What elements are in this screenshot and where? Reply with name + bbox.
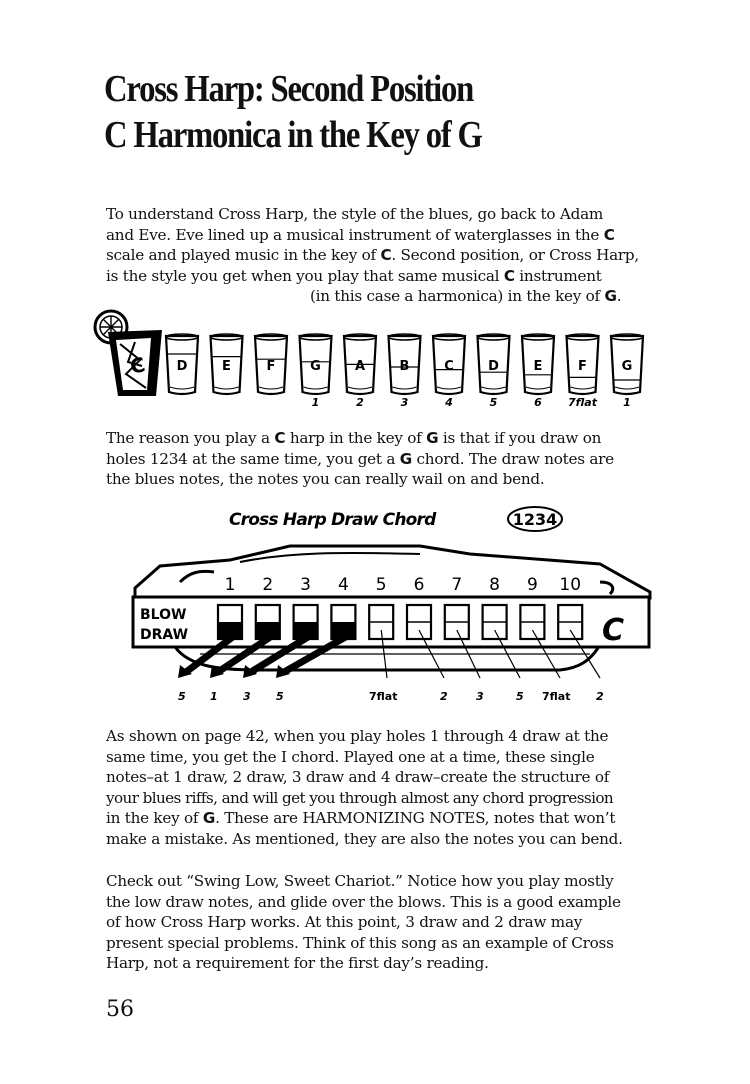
text: chord. The draw notes are [411,449,614,468]
draw-note-label: 5 [516,690,524,702]
draw-note-label: 3 [243,690,251,702]
harmonica-hole [558,575,582,639]
hole-number: 1 [224,575,236,595]
bold-key: C [380,246,392,265]
hole-number: 6 [413,575,425,595]
hole-number: 9 [526,575,538,595]
intro-line: To understand Cross Harp, the style of the blues, go back to Adam [106,205,604,223]
glass-note-label: A [354,359,366,374]
page-title [104,66,482,158]
glass-note-label: F [578,359,587,374]
glass-degree-label: 1 [311,396,320,409]
check-line: of how Cross Harp works. At this point, 3 draw and 2 draw may [106,913,583,932]
chord-caption-holes: 1234 [512,510,558,529]
hole-number: 5 [375,575,387,595]
water-glass [478,334,510,409]
draw-note-label: 5 [276,690,284,702]
text: harp in the key of [285,429,427,447]
water-glass [389,334,421,409]
bold-key: G [604,287,617,306]
text: . [616,287,622,306]
shown-line: your blues riffs, and will get you through almost any chord progression [106,788,614,807]
shown-line: same time, you get the I chord. Played one at a time, these single [106,747,595,766]
intro-line [106,225,639,246]
check-line: present special problems. Think of this song as an example of Cross [106,933,614,952]
glass-degree-label: 7flat [568,396,597,409]
reason-line: the blues notes, the notes you can really wail on and bend. [106,470,545,489]
water-glass [567,334,599,409]
draw-note-label: 2 [596,690,604,702]
big-glass-icon [95,311,162,396]
text: scale and played music in the key of [106,246,381,265]
draw-note-label: 7flat [369,690,398,702]
glass-degree-label: 4 [445,396,453,409]
draw-note-label: 7flat [542,690,571,702]
glass-note-label: E [533,359,543,374]
text: is that if you draw on [438,429,602,447]
text: (in this case a harmonica) in the key of [310,287,605,306]
waterglasses-illustration [0,300,750,410]
water-glass [166,334,198,394]
text: . These are HARMONIZING NOTES, notes that won’t [215,809,616,828]
glass-degree-label: 1 [623,396,631,409]
intro-paragraph [106,204,639,307]
glass-note-label: G [310,359,321,374]
big-glass-label: C [127,352,148,379]
glass-degree-label: 2 [356,396,364,409]
glass-note-label: C [444,359,454,374]
harmonica-key-label: C [602,613,625,648]
page-number: 56 [106,997,134,1022]
title-line-2: C Harmonica in the Key of G [104,114,482,156]
water-glass [611,334,643,409]
water-glass [255,334,287,394]
water-glass [522,334,554,409]
draw-label: DRAW [140,627,189,643]
blow-label: BLOW [140,607,187,623]
harmonica-diagram [0,502,750,702]
shown-line [106,808,623,829]
shown-line: As shown on page 42, when you play holes 1 through 4 draw at the [106,727,609,745]
hole-number: 8 [489,575,501,595]
bold-key: C [603,225,615,244]
text: is the style you get when you play that same musical [106,266,504,285]
check-line: the low draw notes, and glide over the blows. This is a good example [106,892,621,911]
glass-note-label: E [222,359,231,374]
text: instrument [514,266,602,285]
bold-key: C [503,266,515,285]
hole-number: 7 [451,575,463,595]
chord-caption-text: Cross Harp Draw Chord [229,510,436,530]
intro-line [106,245,639,266]
water-glass [300,334,332,409]
hole-number: 4 [337,575,349,595]
text: in the key of [106,809,203,828]
hole-number: 10 [559,575,582,595]
glass-note-label: D [488,359,499,374]
bold-key: G [399,449,412,468]
text: . Second position, or Cross Harp, [391,246,639,265]
glass-note-label: D [176,359,188,374]
glass-note-label: G [621,359,633,374]
water-glass [433,334,465,409]
title-line-1: Cross Harp: Second Position [104,68,474,110]
chord-caption [229,507,562,531]
check-paragraph [106,871,621,974]
shown-line: make a mistake. As mentioned, they are also the notes you can bend. [106,829,623,848]
glass-degree-label: 6 [534,396,542,409]
glass-note-label: B [399,359,410,374]
reason-line [106,428,614,449]
draw-note-label: 5 [178,690,186,702]
text: The reason you play a [106,429,275,447]
shown-paragraph [106,726,623,850]
check-line: Check out “Swing Low, Sweet Chariot.” Notice how you play mostly [106,872,614,890]
text: and Eve. Eve lined up a musical instrument of waterglasses in the [106,225,604,244]
reason-paragraph [106,428,614,490]
hole-number: 2 [262,575,274,595]
glass-note-label: F [266,359,276,374]
draw-note-label: 3 [476,690,484,702]
intro-line [106,266,639,287]
reason-line [106,449,614,470]
glass-degree-label: 3 [400,396,409,409]
bold-key: G [202,809,216,828]
glass-degree-label: 5 [489,396,498,409]
draw-note-label: 2 [440,690,448,702]
bold-key: C [274,429,286,447]
water-glass [344,334,376,409]
shown-line: notes–at 1 draw, 2 draw, 3 draw and 4 draw–create the structure of [106,768,610,787]
text: holes 1234 at the same time, you get a [106,449,400,468]
hole-number: 3 [300,575,312,595]
water-glass [211,334,243,394]
draw-note-label: 1 [210,690,218,702]
check-line: Harp, not a requirement for the first day’s reading. [106,954,489,973]
bold-key: G [426,429,439,447]
